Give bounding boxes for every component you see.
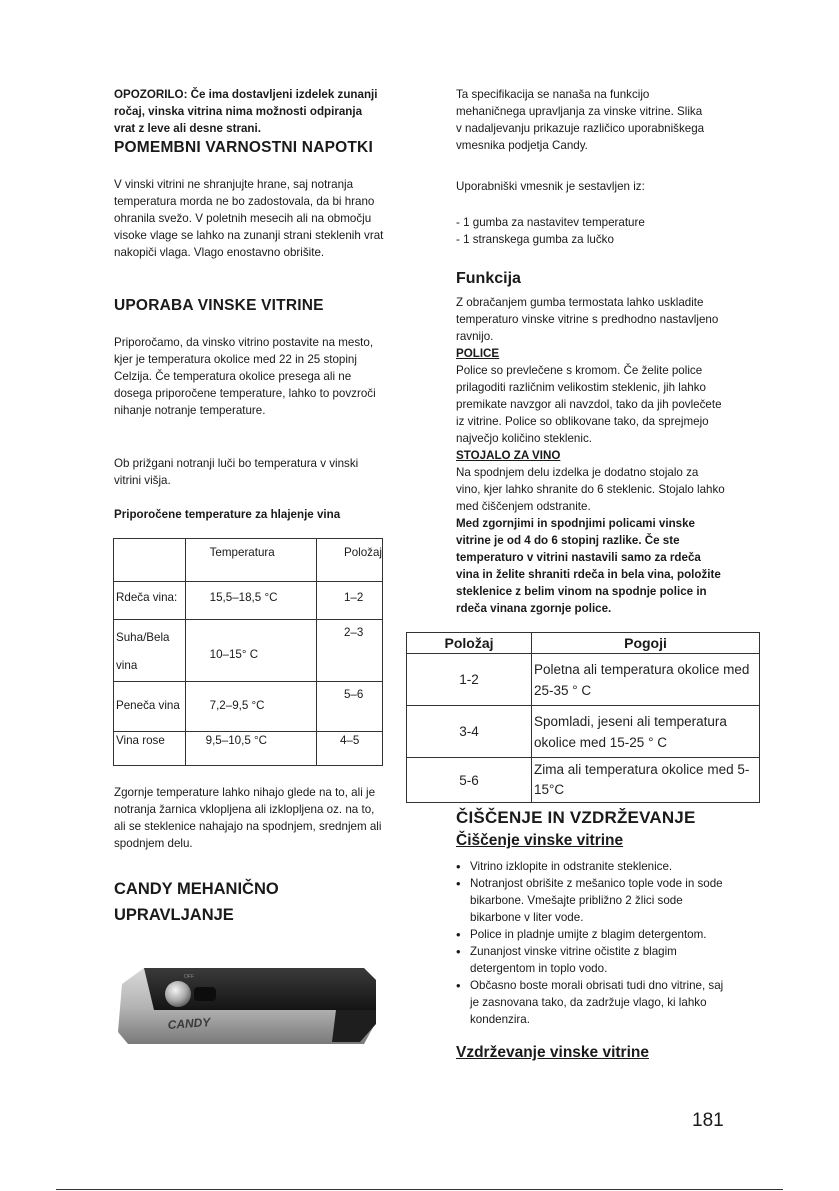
list-item: • Zunanjost vinske vitrine očistite z blagim detergentom in toplo vodo. [468,943,732,977]
safety-text: V vinski vitrini ne shranjujte hrane, saj notranja temperatura morda ne bo zadostovala, da bi hrano ohranila svežo. V poletnih mesecih ali na območju visoke vlage se lahko na zunanji strani steklenih vrat nakopiči vlaga. Vlago enostavno obrišite. [114,178,384,259]
table-row [407,633,760,654]
list-item: - 1 gumba za nastavitev temperature [456,216,645,229]
table-cell: 3-4 [407,706,532,758]
table-cell: Rdeča vina: [114,582,186,620]
cleaning-subheading: Čiščenje vinske vitrine [456,832,624,849]
table-row [407,758,760,803]
table-cell: 1-2 [407,654,532,706]
list-item: - 1 stranskega gumba za lučko [456,233,614,246]
list-item: • Police in pladnje umijte z blagim detergentom. [468,926,732,943]
maintenance-subheading: Vzdrževanje vinske vitrine [456,1044,649,1061]
list-item: • Notranjost obrišite z mešanico tople vode in sode bikarbone. Vmešajte približno 2 žlici sode bikarbone v liter vode. [468,875,732,926]
control-heading-line: UPRAVLJANJE [114,906,234,924]
table-cell: 5–6 [316,682,382,732]
table-row [114,682,383,732]
upper-temp-text: Zgornje temperature lahko nihajo glede na to, ali je notranja žarnica vklopljena ali izklopljena oz. na to, ali se steklenice nahajajo na spodnjem, srednjem ali spodnjem delu. [114,786,382,850]
page-number: 181 [692,1110,724,1131]
function-text: Z obračanjem gumba termostata lahko uskladite temperaturo vinske vitrine s predhodno nastavljeno ravnijo. [456,296,719,343]
table-row [407,706,760,758]
function-heading: Funkcija [456,270,521,287]
temperature-table [113,538,383,766]
control-heading [114,876,279,928]
table-row [407,654,760,706]
table-header-temperature: Temperatura [185,539,316,582]
warning-note: OPOZORILO: Če ima dostavljeni izdelek zunanji ročaj, vinska vitrina nima možnosti odpiranja vrat z leve ali desne strani. [114,88,378,135]
temperature-difference-note: Med zgornjimi in spodnjimi policami vinske vitrine je od 4 do 6 stopinj razlike. Če ste temperaturo v vitrini nastavili samo za rdeča vina in želite shraniti rdeča in bela vina, položite steklenice z belim vinom na spodnje police in rdeča vinana zgornje police. [456,517,721,615]
table-row [114,582,383,620]
shelves-text: Police so prevlečene s kromom. Če želite police prilagoditi različnim velikostim steklenic, jih lahko premikate navzgor ali navzdol, tako da jih povlečete iz vitrine. Police so oblikovane tako, da sprejmejo največjo količino steklenic. [456,364,722,445]
table-row [114,539,383,582]
table-cell: 9,5–10,5 °C [185,732,316,766]
table-cell [114,539,186,582]
interface-list [456,214,645,248]
stand-text: Na spodnjem delu izdelka je dodatno stojalo za vino, kjer lahko shranite do 6 steklenic. Stojalo lahko med čiščenjem odstranite. [456,466,725,513]
wine-type-line: vina [116,659,138,672]
table-cell: 10–15° C [185,620,316,682]
cleaning-heading: ČIŠČENJE IN VZDRŽEVANJE [456,808,696,827]
table-cell: Vina rose [114,732,186,766]
table-header-position: Položaj [316,539,382,582]
usage-text: Priporočamo, da vinsko vitrino postavite na mesto, kjer je temperatura okolice med 22 in 25 stopinj Celzija. Če temperatura okolice presega ali ne dosega priporočene temperature, lahko to povzroči nihanje notranje temperature. [114,336,376,417]
footer-divider [56,1189,783,1190]
candy-logo: CANDY [167,1015,211,1032]
table-cell: 1–2 [316,582,382,620]
interface-text: Uporabniški vmesnik je sestavljen iz: [456,180,645,193]
function-body [456,294,726,617]
table-cell: 7,2–9,5 °C [185,682,316,732]
table-cell: 15,5–18,5 °C [185,582,316,620]
table-row [114,620,383,682]
safety-heading: POMEMBNI VARNOSTNI NAPOTKI [114,139,373,156]
temp-table-title: Priporočene temperature za hlajenje vina [114,508,341,521]
table-cell: Peneča vina [114,682,186,732]
cleaning-list [456,858,732,1028]
shelves-label: POLICE [456,347,500,360]
list-item: • Vitrino izklopite in odstranite steklenice. [468,858,732,875]
svg-text:OFF: OFF [184,974,194,980]
table-row [114,732,383,766]
table-cell: Poletna ali temperatura okolice med 25-35 ° C [532,654,760,706]
table-cell: 2–3 [316,620,382,682]
light-text: Ob prižgani notranji luči bo temperatura v vinski vitrini višja. [114,457,359,487]
table-cell [114,620,186,682]
usage-heading: UPORABA VINSKE VITRINE [114,297,324,314]
table-header-position: Položaj [407,633,532,654]
table-cell: 5-6 [407,758,532,803]
stand-label: STOJALO ZA VINO [456,449,561,462]
wine-type-line: Suha/Bela [116,631,170,644]
list-item: • Občasno boste morali obrisati tudi dno vitrine, saj je zasnovana tako, da zadržuje vlago, ki lahko kondenzira. [468,977,732,1028]
table-cell: Spomladi, jeseni ali temperatura okolice med 15-25 ° C [532,706,760,758]
table-cell: Zima ali temperatura okolice med 5-15°C [532,758,760,803]
conditions-table [406,632,760,803]
control-panel-image [114,962,380,1052]
table-header-conditions: Pogoji [532,633,760,654]
spec-text: Ta specifikacija se nanaša na funkcijo mehaničnega upravljanja za vinske vitrine. Slika v nadaljevanju prikazuje različico uporabniškega vmesnika podjetja Candy. [456,88,705,152]
table-cell: 4–5 [316,732,382,766]
control-heading-line: CANDY MEHANIČNO [114,880,279,898]
